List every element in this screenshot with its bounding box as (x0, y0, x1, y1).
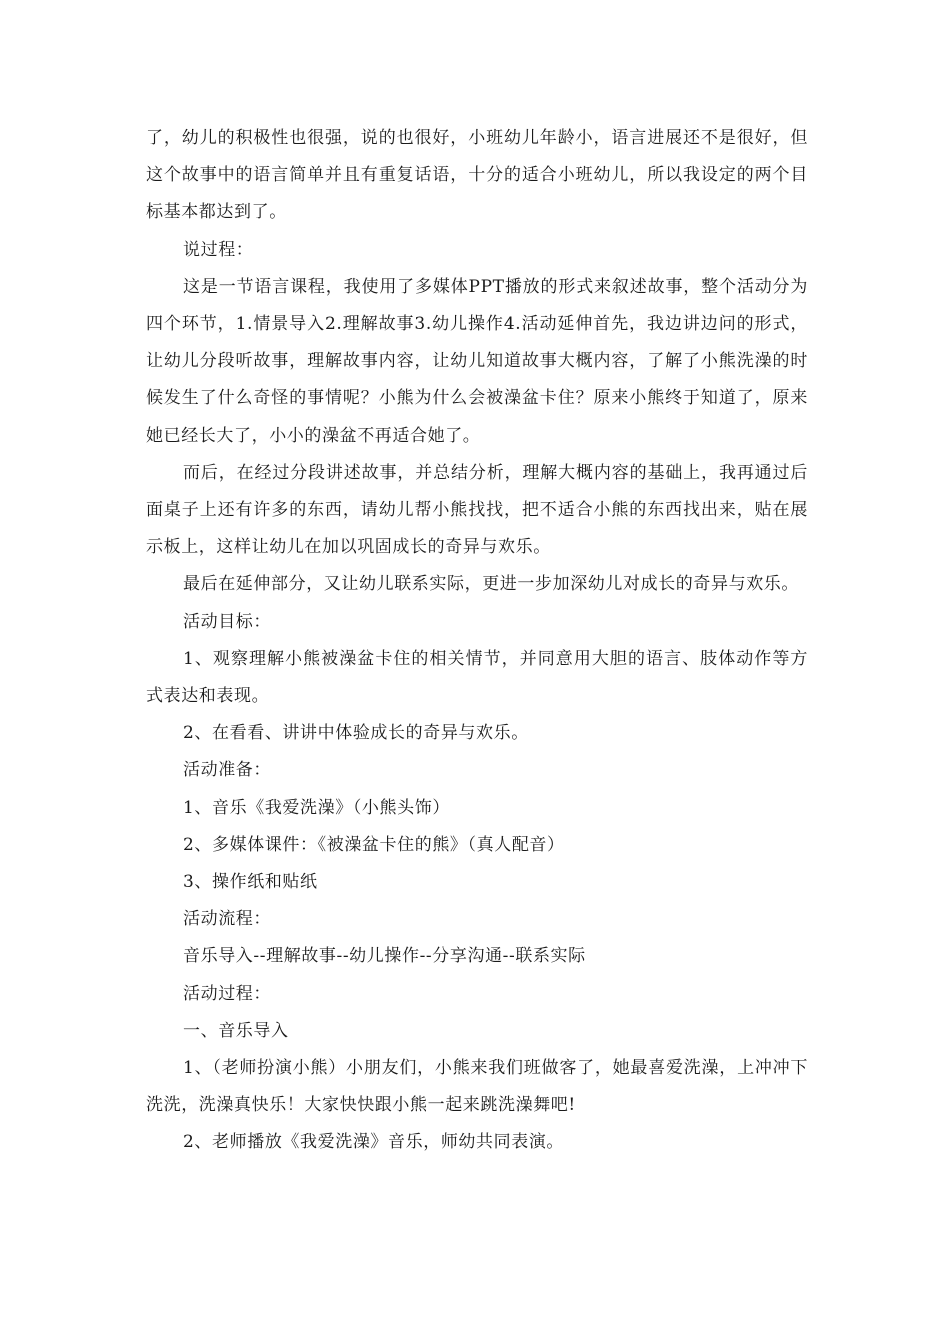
process-step-2: 2、老师播放《我爱洗澡》音乐，师幼共同表演。 (183, 1132, 565, 1153)
heading-activity-goals: 活动目标： (183, 611, 271, 632)
process-step-1: 1、（老师扮演小熊）小朋友们，小熊来我们班做客了，她最喜爱洗澡，上冲冲下洗洗，洗澡真快乐！大家快快跟小熊一起来跳洗澡舞吧! (146, 1058, 808, 1116)
activity-flow-steps: 音乐导入--理解故事--幼儿操作--分享沟通--联系实际 (183, 946, 586, 967)
heading-activity-process: 活动过程： (183, 983, 271, 1004)
goal-item-2: 2、在看看、讲讲中体验成长的奇异与欢乐。 (183, 723, 529, 744)
preparation-item-3: 3、操作纸和贴纸 (183, 872, 318, 893)
paragraph-continuation: 了，幼儿的积极性也很强，说的也很好，小班幼儿年龄小，语言进展还不是很好，但这个故事中的语言简单并且有重复话语，十分的适合小班幼儿，所以我设定的两个目标基本都达到了。 (146, 128, 808, 223)
paragraph-process-finally: 最后在延伸部分，又让幼儿联系实际，更进一步加深幼儿对成长的奇异与欢乐。 (183, 574, 799, 595)
heading-shuo-guocheng: 说过程： (183, 239, 254, 260)
preparation-item-2: 2、多媒体课件：《被澡盆卡住的熊》（真人配音） (183, 834, 565, 855)
paragraph-process-intro: 这是一节语言课程，我使用了多媒体PPT播放的形式来叙述故事，整个活动分为四个环节，1.情景导入2.理解故事3.幼儿操作4.活动延伸首先，我边讲边问的形式，让幼儿分段听故事，理解故事内容，让幼儿知道故事大概内容，了解了小熊洗澡的时候发生了什么奇怪的事情呢？小熊为什么会被澡盆卡住？原来小熊终于知道了，原来她已经长大了，小小的澡盆不再适合她了。 (146, 276, 808, 446)
preparation-item-1: 1、音乐《我爱洗澡》（小熊头饰） (183, 797, 450, 818)
goal-item-1: 1、观察理解小熊被澡盆卡住的相关情节，并同意用大胆的语言、肢体动作等方式表达和表现。 (146, 648, 808, 707)
document-body (146, 120, 808, 1162)
paragraph-process-then: 而后，在经过分段讲述故事，并总结分析，理解大概内容的基础上，我再通过后面桌子上还有许多的东西，请幼儿帮小熊找找，把不适合小熊的东西找出来，贴在展示板上，这样让幼儿在加以巩固成长的奇异与欢乐。 (146, 462, 808, 558)
section-music-intro: 一、音乐导入 (183, 1020, 289, 1041)
heading-activity-preparation: 活动准备： (183, 760, 271, 781)
heading-activity-flow: 活动流程： (183, 909, 271, 930)
